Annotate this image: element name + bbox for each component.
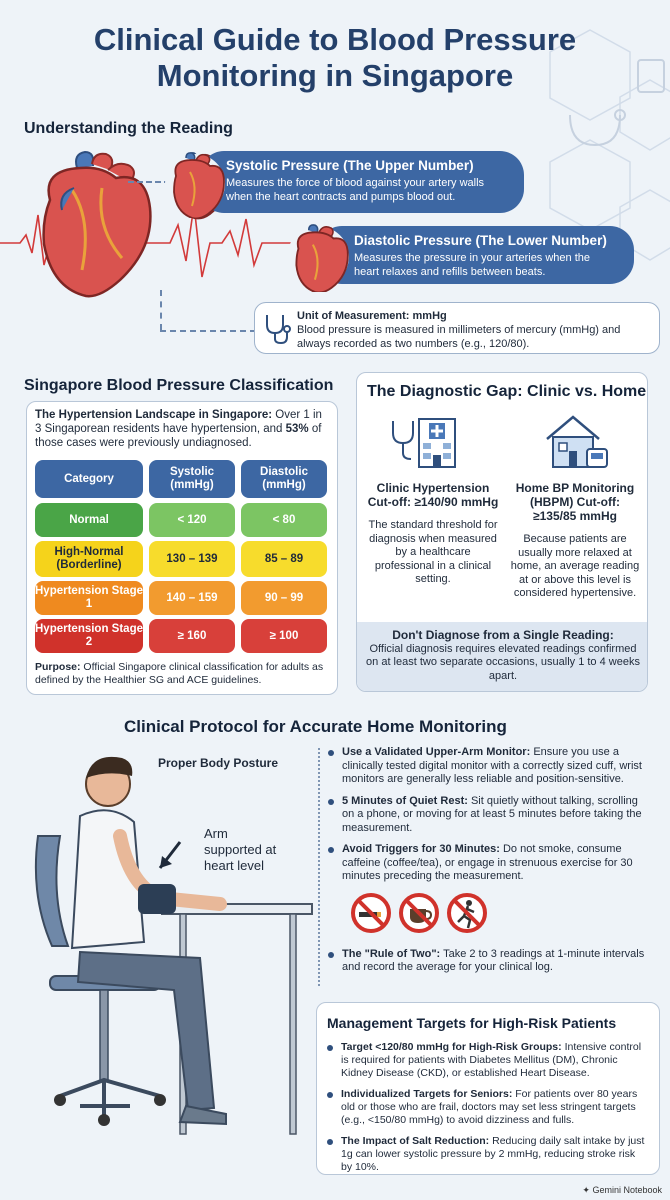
home-cutoff-title: Home BP Monitoring (HBPM) Cut-off: ≥135/85 mmHg bbox=[515, 481, 635, 523]
classification-intro bbox=[35, 408, 331, 450]
systolic-card bbox=[200, 151, 524, 213]
protocol-item-title: The "Rule of Two": bbox=[342, 947, 441, 960]
bullet-guide-line bbox=[318, 748, 320, 986]
systolic-title: Systolic Pressure (The Upper Number) bbox=[226, 158, 474, 173]
sparkle-icon: ✦ bbox=[582, 1185, 593, 1195]
clinic-building-icon bbox=[389, 413, 465, 469]
row-stage1-systolic: 140 – 159 bbox=[149, 581, 235, 615]
management-item-text: Reducing daily salt intake by just 1g can lower systolic pressure by 2 mmHg, reducing stroke risk by 10%. bbox=[341, 1135, 645, 1173]
home-monitor-icon bbox=[543, 413, 609, 469]
protocol-item bbox=[328, 948, 650, 975]
gap-note bbox=[365, 629, 641, 683]
management-item-text: Intensive control is required for patients with Diabetes Mellitus (DM), Chronic Kidney Disease (CKD), or established Heart Disease. bbox=[341, 1041, 642, 1079]
home-cutoff-desc: Because patients are usually more relaxed at home, an average reading at or above this level is considered hypertensive. bbox=[510, 533, 640, 599]
gap-note-desc: Official diagnosis requires elevated readings confirmed on at least two separate occasions, usually 1 to 4 weeks apart. bbox=[366, 642, 640, 682]
diastolic-heart-icon bbox=[286, 222, 350, 292]
protocol-list bbox=[328, 746, 650, 983]
row-stage1-category: Hypertension Stage 1 bbox=[35, 581, 143, 615]
protocol-heading: Clinical Protocol for Accurate Home Monitoring bbox=[124, 717, 507, 736]
clinic-cutoff-desc: The standard threshold for diagnosis when measured by a healthcare professional in a clinical setting. bbox=[368, 519, 498, 585]
no-exercise-icon bbox=[446, 892, 488, 934]
management-item-title: Individualized Targets for Seniors: bbox=[341, 1088, 513, 1100]
management-item bbox=[327, 1041, 649, 1080]
footer-credit bbox=[582, 1185, 662, 1196]
management-item bbox=[327, 1088, 649, 1127]
row-normal-diastolic: < 80 bbox=[241, 503, 327, 537]
gap-heading: The Diagnostic Gap: Clinic vs. Home bbox=[367, 383, 647, 400]
intro-bold: The Hypertension Landscape in Singapore: bbox=[35, 409, 273, 421]
understanding-heading: Understanding the Reading bbox=[24, 120, 233, 137]
unit-title: Unit of Measurement: mmHg bbox=[297, 310, 447, 322]
row-stage2-diastolic: ≥ 100 bbox=[241, 619, 327, 653]
protocol-item bbox=[328, 746, 650, 787]
gap-note-title: Don't Diagnose from a Single Reading: bbox=[392, 628, 614, 642]
protocol-item-title: Avoid Triggers for 30 Minutes: bbox=[342, 843, 500, 855]
intro-percent: 53% bbox=[285, 423, 309, 435]
unit-of-measurement-card bbox=[254, 302, 660, 354]
connector-line bbox=[160, 290, 162, 330]
arm-support-label: Arm supported at heart level bbox=[204, 826, 277, 873]
management-item-text: For patients over 80 years old or those who are frail, doctors may set less stringent targets (e.g., <150/80 mmHg) to avoid dizziness and fulls. bbox=[341, 1088, 638, 1126]
connector-line bbox=[160, 330, 256, 332]
management-panel bbox=[316, 1002, 660, 1175]
management-item-title: Target <120/80 mmHg for High-Risk Groups: bbox=[341, 1041, 562, 1053]
unit-desc: Blood pressure is measured in millimeters of mercury (mmHg) and always recorded as two numbers (e.g., 120/80). bbox=[297, 324, 621, 350]
row-high-normal-category: High-Normal (Borderline) bbox=[35, 541, 143, 577]
row-stage2-category: Hypertension Stage 2 bbox=[35, 619, 143, 653]
purpose-text: Official Singapore clinical classification for adults as defined by the Healthier SG and ACE guidelines. bbox=[35, 661, 324, 686]
clinic-cutoff-column bbox=[365, 481, 501, 587]
classification-purpose bbox=[35, 661, 335, 687]
management-item bbox=[327, 1135, 649, 1174]
footer-text: Gemini Notebook bbox=[592, 1185, 662, 1195]
systolic-desc: Measures the force of blood against your artery walls when the heart contracts and pumps blood out. bbox=[226, 177, 485, 203]
intro-text-2: of those cases were previously undiagnosed. bbox=[35, 423, 322, 449]
home-cutoff-column bbox=[507, 481, 643, 601]
protocol-item-title: Use a Validated Upper-Arm Monitor: bbox=[342, 746, 531, 758]
row-normal-systolic: < 120 bbox=[149, 503, 235, 537]
row-normal-category: Normal bbox=[35, 503, 143, 537]
row-high-normal-diastolic: 85 – 89 bbox=[241, 541, 327, 577]
protocol-item-text: Do not smoke, consume caffeine (coffee/tea), or engage in strenuous exercise for 30 minutes preceding the measurement. bbox=[342, 843, 633, 882]
intro-text-1: Over 1 in 3 Singaporean residents have hypertension, and bbox=[35, 409, 322, 435]
no-caffeine-icon bbox=[398, 892, 440, 934]
row-high-normal-systolic: 130 – 139 bbox=[149, 541, 235, 577]
protocol-item-text: Take 2 to 3 readings at 1-minute intervals and record the average for your clinical log. bbox=[342, 947, 645, 973]
stethoscope-icon bbox=[263, 313, 291, 345]
protocol-item-text: Sit quietly without talking, scrolling on a phone, or moving for at least 5 minutes before taking the measurement. bbox=[342, 794, 642, 834]
management-heading: Management Targets for High-Risk Patients bbox=[327, 1015, 617, 1031]
protocol-item bbox=[328, 795, 650, 836]
header-category: Category bbox=[35, 460, 143, 498]
header-diastolic: Diastolic (mmHg) bbox=[241, 460, 327, 498]
diastolic-title: Diastolic Pressure (The Lower Number) bbox=[354, 233, 607, 248]
diastolic-desc: Measures the pressure in your arteries when the heart relaxes and refills between beats. bbox=[354, 252, 591, 278]
clinic-cutoff-title: Clinic Hypertension Cut-off: ≥140/90 mmHg bbox=[367, 481, 499, 509]
systolic-heart-icon bbox=[164, 150, 226, 218]
posture-label: Proper Body Posture bbox=[158, 756, 279, 770]
no-smoking-icon bbox=[350, 892, 392, 934]
row-stage1-diastolic: 90 – 99 bbox=[241, 581, 327, 615]
row-stage2-systolic: ≥ 160 bbox=[149, 619, 235, 653]
protocol-item-title: 5 Minutes of Quiet Rest: bbox=[342, 794, 468, 807]
heart-illustration bbox=[22, 150, 162, 300]
protocol-item bbox=[328, 843, 650, 884]
posture-illustration bbox=[20, 756, 320, 1140]
page-title: Clinical Guide to Blood Pressure Monitoring in Singapore bbox=[93, 22, 577, 93]
protocol-item-text: Ensure you use a clinically tested digital monitor with a correctly sized cuff, wrist monitors are generally less reliable and position-sensitive. bbox=[342, 746, 642, 785]
trigger-icons bbox=[350, 892, 650, 942]
diagnostic-gap-panel bbox=[356, 372, 648, 692]
diastolic-card bbox=[318, 226, 634, 284]
header-systolic: Systolic (mmHg) bbox=[149, 460, 235, 498]
classification-heading: Singapore Blood Pressure Classification bbox=[24, 377, 334, 394]
purpose-bold: Purpose: bbox=[35, 661, 81, 673]
management-item-title: The Impact of Salt Reduction: bbox=[341, 1135, 490, 1147]
management-list bbox=[327, 1041, 649, 1182]
